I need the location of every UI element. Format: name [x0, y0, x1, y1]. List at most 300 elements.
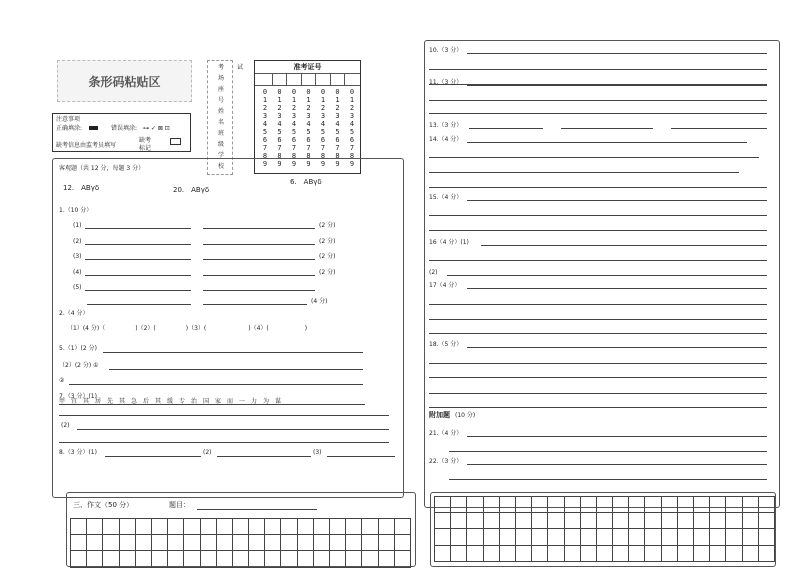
exam-id-digit[interactable]: 5: [262, 128, 268, 136]
essay-cell[interactable]: [612, 512, 629, 529]
answer-line[interactable]: [671, 128, 767, 129]
q1-answer-line-b[interactable]: [203, 290, 315, 291]
essay-cell[interactable]: [677, 496, 694, 513]
exam-id-digit[interactable]: 1: [262, 96, 268, 104]
essay-cell[interactable]: [167, 550, 184, 567]
essay-cell[interactable]: [596, 528, 613, 545]
essay-cell[interactable]: [515, 528, 532, 545]
exam-id-digit[interactable]: 8: [349, 152, 355, 160]
essay-cell[interactable]: [628, 496, 645, 513]
exam-id-digit[interactable]: 5: [277, 128, 282, 136]
answer-line[interactable]: [449, 451, 767, 452]
exam-id-digit[interactable]: 2: [291, 104, 297, 112]
exam-id-digit[interactable]: 9: [277, 160, 282, 168]
essay-cell[interactable]: [580, 545, 597, 562]
exam-id-digit[interactable]: 7: [291, 144, 297, 152]
essay-cell[interactable]: [216, 550, 233, 567]
essay-cell[interactable]: [200, 518, 217, 535]
essay-cell[interactable]: [280, 518, 297, 535]
essay-cell[interactable]: [742, 545, 759, 562]
essay-cell[interactable]: [378, 550, 395, 567]
exam-id-digit[interactable]: 2: [306, 104, 311, 112]
essay-cell[interactable]: [677, 528, 694, 545]
essay-cell[interactable]: [466, 496, 483, 513]
q1-answer-line-a[interactable]: [85, 290, 191, 291]
essay-cell[interactable]: [628, 512, 645, 529]
essay-cell[interactable]: [677, 512, 694, 529]
exam-id-digit[interactable]: 4: [291, 120, 297, 128]
essay-cell[interactable]: [394, 518, 411, 535]
essay-cell[interactable]: [248, 518, 265, 535]
exam-id-digit[interactable]: 3: [291, 112, 297, 120]
answer-line[interactable]: [467, 200, 767, 201]
essay-cell[interactable]: [644, 496, 661, 513]
q1-sub-label: (2): [73, 237, 82, 245]
essay-cell[interactable]: [483, 512, 500, 529]
q1-answer-line-c[interactable]: [87, 304, 191, 305]
barcode-area: [57, 60, 192, 102]
exam-id-digit[interactable]: 9: [306, 160, 311, 168]
exam-id-digit[interactable]: 2: [349, 104, 355, 112]
q8-p2: (2): [203, 449, 212, 456]
q8-p3: (3): [313, 449, 322, 456]
essay-cell[interactable]: [499, 512, 516, 529]
exam-id-digit[interactable]: 3: [349, 112, 355, 120]
essay-cell[interactable]: [70, 550, 87, 567]
exam-id-box-divider: [272, 73, 273, 85]
essay-cell[interactable]: [547, 528, 564, 545]
exam-id-digit[interactable]: 4: [277, 120, 282, 128]
essay-cell[interactable]: [564, 528, 581, 545]
q7-line-4[interactable]: [59, 442, 389, 443]
exam-id-digit[interactable]: 0: [291, 88, 297, 96]
exam-id-digit[interactable]: 9: [320, 160, 326, 168]
q1-answer-line-d[interactable]: [203, 304, 307, 305]
essay-cell[interactable]: [329, 550, 346, 567]
essay-cell[interactable]: [499, 528, 516, 545]
essay-cell[interactable]: [661, 528, 678, 545]
exam-id-digit[interactable]: 5: [335, 128, 340, 136]
essay-cell[interactable]: [345, 518, 362, 535]
answer-line[interactable]: [429, 100, 767, 101]
essay-cell[interactable]: [394, 550, 411, 567]
essay-cell[interactable]: [102, 534, 119, 551]
essay-cell[interactable]: [564, 545, 581, 562]
answer-line[interactable]: [467, 53, 767, 54]
exam-id-digit[interactable]: 2: [335, 104, 340, 112]
essay-cell[interactable]: [183, 518, 200, 535]
exam-id-digit[interactable]: 0: [306, 88, 311, 96]
essay-cell[interactable]: [693, 545, 710, 562]
q16b-label: (2): [429, 269, 438, 276]
essay-cell[interactable]: [297, 534, 314, 551]
essay-cell[interactable]: [466, 528, 483, 545]
answer-line[interactable]: [429, 393, 767, 394]
q8-line-2[interactable]: [217, 456, 311, 457]
answer-line[interactable]: [467, 347, 767, 348]
side-label-8: 学: [218, 152, 225, 159]
essay-cell[interactable]: [200, 534, 217, 551]
essay-cell[interactable]: [693, 512, 710, 529]
essay-cell[interactable]: [742, 528, 759, 545]
essay-cell[interactable]: [345, 534, 362, 551]
exam-id-digit[interactable]: 1: [349, 96, 355, 104]
answer-line[interactable]: [429, 377, 767, 378]
q5-line-2[interactable]: [109, 369, 363, 370]
exam-id-digit[interactable]: 8: [291, 152, 297, 160]
essay-cell[interactable]: [677, 545, 694, 562]
essay-cell[interactable]: [466, 512, 483, 529]
exam-id-digit[interactable]: 4: [335, 120, 340, 128]
essay-cell[interactable]: [119, 550, 136, 567]
exam-id-digit[interactable]: 0: [277, 88, 282, 96]
answer-line[interactable]: [429, 172, 739, 173]
essay-cell[interactable]: [644, 545, 661, 562]
exam-id-digit[interactable]: 8: [335, 152, 340, 160]
q16-label: 16（4 分）(1): [429, 239, 469, 246]
q1-sub-label: (3): [73, 253, 82, 260]
essay-cell[interactable]: [135, 518, 152, 535]
q5-line-3[interactable]: [69, 384, 363, 385]
q1-answer-line-a[interactable]: [85, 228, 191, 229]
essay-cell[interactable]: [200, 550, 217, 567]
answer-line[interactable]: [469, 128, 543, 129]
essay-cell[interactable]: [580, 512, 597, 529]
essay-cell[interactable]: [135, 550, 152, 567]
essay-cell[interactable]: [313, 518, 330, 535]
essay-cell[interactable]: [119, 518, 136, 535]
exam-id-digit[interactable]: 4: [349, 120, 355, 128]
essay-cell[interactable]: [135, 534, 152, 551]
answer-line[interactable]: [429, 69, 767, 70]
answer-line[interactable]: [467, 464, 767, 465]
essay-cell[interactable]: [313, 534, 330, 551]
essay-cell[interactable]: [612, 528, 629, 545]
q8-label: 8.（3 分）(1): [59, 449, 97, 456]
essay-cell[interactable]: [167, 534, 184, 551]
essay-cell[interactable]: [151, 550, 168, 567]
essay-cell[interactable]: [119, 534, 136, 551]
essay-cell[interactable]: [434, 512, 451, 529]
answer-line[interactable]: [467, 85, 767, 86]
essay-cell[interactable]: [450, 545, 467, 562]
essay-cell[interactable]: [725, 496, 742, 513]
exam-id-digit[interactable]: 6: [349, 136, 355, 144]
exam-id-digit[interactable]: 6: [335, 136, 340, 144]
essay-cell[interactable]: [297, 550, 314, 567]
side-label-5: 名: [218, 119, 225, 126]
fill-note: 缺考信息由监考员填写: [56, 142, 117, 149]
essay-cell[interactable]: [580, 496, 597, 513]
essay-cell[interactable]: [758, 528, 775, 545]
answer-line[interactable]: [429, 363, 767, 364]
essay-cell[interactable]: [434, 496, 451, 513]
essay-cell[interactable]: [483, 545, 500, 562]
answer-line[interactable]: [429, 230, 767, 231]
q8-line-3[interactable]: [327, 456, 395, 457]
essay-cell[interactable]: [709, 528, 726, 545]
exam-id-digit[interactable]: 0: [335, 88, 340, 96]
absent-checkbox[interactable]: [170, 138, 181, 145]
exam-id-digit[interactable]: 4: [320, 120, 326, 128]
essay-cell[interactable]: [547, 512, 564, 529]
exam-id-digit[interactable]: 2: [262, 104, 268, 112]
essay-cell[interactable]: [725, 545, 742, 562]
essay-cell[interactable]: [661, 496, 678, 513]
q2-title: 2.（4 分）: [59, 310, 89, 317]
essay-cell[interactable]: [232, 534, 249, 551]
essay-cell[interactable]: [232, 518, 249, 535]
exam-id-digit[interactable]: 4: [306, 120, 311, 128]
essay-cell[interactable]: [612, 496, 629, 513]
essay-cell[interactable]: [758, 496, 775, 513]
essay-cell[interactable]: [547, 496, 564, 513]
q22-label: 22.（3 分）: [429, 458, 463, 465]
q2-line: （1）(4 分)（ )（2）( )（3）( )（4）( ): [67, 325, 308, 332]
essay-cell[interactable]: [248, 534, 265, 551]
q1-answer-line-b[interactable]: [203, 259, 315, 260]
exam-id-digit[interactable]: 1: [291, 96, 297, 104]
essay-cell[interactable]: [70, 534, 87, 551]
essay-cell[interactable]: [531, 496, 548, 513]
essay-cell[interactable]: [378, 518, 395, 535]
q1-answer-line-a[interactable]: [85, 275, 191, 276]
essay-cell[interactable]: [564, 496, 581, 513]
right-panel: [424, 40, 780, 508]
exam-id-digit[interactable]: 6: [277, 136, 282, 144]
left-panel: [52, 158, 404, 498]
q15-label: 15.（4 分）: [429, 194, 463, 201]
exam-id-digit[interactable]: 6: [306, 136, 311, 144]
essay-cell[interactable]: [499, 496, 516, 513]
q1-answer-line-b[interactable]: [203, 244, 315, 245]
q5-line-1[interactable]: [103, 352, 363, 353]
essay-cell[interactable]: [515, 496, 532, 513]
q10-label: 10.（3 分）: [429, 47, 463, 54]
exam-id-digit[interactable]: 2: [277, 104, 282, 112]
exam-id-digit[interactable]: 1: [320, 96, 326, 104]
essay-cell[interactable]: [450, 512, 467, 529]
essay-cell[interactable]: [742, 496, 759, 513]
essay-cell[interactable]: [466, 545, 483, 562]
q1-answer-line-b[interactable]: [203, 228, 315, 229]
essay-cell[interactable]: [531, 528, 548, 545]
notice-title: 注意事项: [56, 116, 81, 123]
answer-line[interactable]: [481, 245, 767, 246]
essay-cell[interactable]: [693, 528, 710, 545]
exam-id-digit[interactable]: 7: [320, 144, 326, 152]
exam-id-digit[interactable]: 3: [335, 112, 340, 120]
essay-cell[interactable]: [596, 496, 613, 513]
exam-id-digit[interactable]: 9: [335, 160, 340, 168]
exam-id-digit[interactable]: 3: [306, 112, 311, 120]
exam-id-digit[interactable]: 0: [262, 88, 268, 96]
essay-cell[interactable]: [361, 518, 378, 535]
exam-id-digit[interactable]: 3: [262, 112, 268, 120]
answer-line[interactable]: [429, 215, 767, 216]
essay-cell[interactable]: [758, 512, 775, 529]
q1-answer-line-a[interactable]: [85, 259, 191, 260]
essay-cell[interactable]: [345, 550, 362, 567]
q1-answer-line-b[interactable]: [203, 275, 315, 276]
essay-cell[interactable]: [515, 512, 532, 529]
essay-cell[interactable]: [378, 534, 395, 551]
essay-cell[interactable]: [280, 534, 297, 551]
essay-cell[interactable]: [167, 518, 184, 535]
essay-cell[interactable]: [709, 512, 726, 529]
essay-cell[interactable]: [725, 512, 742, 529]
essay-cell[interactable]: [86, 534, 103, 551]
exam-id-digit[interactable]: 3: [320, 112, 326, 120]
essay-cell[interactable]: [361, 534, 378, 551]
essay-cell[interactable]: [183, 534, 200, 551]
answer-line[interactable]: [449, 479, 767, 480]
exam-id-digit[interactable]: 0: [320, 88, 326, 96]
essay-cell[interactable]: [151, 534, 168, 551]
essay-cell[interactable]: [644, 512, 661, 529]
essay-cell[interactable]: [564, 512, 581, 529]
essay-cell[interactable]: [313, 550, 330, 567]
answer-line[interactable]: [447, 275, 767, 276]
essay-cell[interactable]: [596, 512, 613, 529]
essay-cell[interactable]: [280, 550, 297, 567]
q7-line-1[interactable]: [59, 404, 365, 405]
exam-id-digit[interactable]: 8: [320, 152, 326, 160]
essay-cell[interactable]: [86, 518, 103, 535]
answer-line[interactable]: [429, 187, 767, 188]
exam-id-digit[interactable]: 1: [306, 96, 311, 104]
essay-cell[interactable]: [758, 545, 775, 562]
essay-cell[interactable]: [547, 545, 564, 562]
essay-cell[interactable]: [86, 550, 103, 567]
answer-line[interactable]: [429, 113, 767, 114]
essay-cell[interactable]: [531, 512, 548, 529]
exam-id-digit[interactable]: 3: [277, 112, 282, 120]
essay-cell[interactable]: [264, 550, 281, 567]
q8-line-1[interactable]: [105, 456, 201, 457]
answer-line[interactable]: [429, 157, 759, 158]
side-label-9: 校: [218, 163, 225, 170]
essay-cell[interactable]: [483, 496, 500, 513]
exam-id-digit[interactable]: 0: [349, 88, 355, 96]
essay-cell[interactable]: [216, 518, 233, 535]
exam-id-digit[interactable]: 5: [320, 128, 326, 136]
essay-cell[interactable]: [515, 545, 532, 562]
exam-id-digit[interactable]: 5: [291, 128, 297, 136]
essay-cell[interactable]: [742, 512, 759, 529]
essay-cell[interactable]: [499, 545, 516, 562]
exam-id-digit[interactable]: 1: [277, 96, 282, 104]
q1-score: (2 分): [319, 268, 336, 276]
answer-line[interactable]: [467, 436, 767, 437]
exam-id-digit[interactable]: 7: [349, 144, 355, 152]
essay-cell[interactable]: [450, 496, 467, 513]
essay-cell[interactable]: [450, 528, 467, 545]
essay-cell[interactable]: [644, 528, 661, 545]
answer-line[interactable]: [429, 304, 767, 305]
correct-fill-sample: [89, 126, 98, 130]
essay-cell[interactable]: [329, 534, 346, 551]
essay-cell[interactable]: [434, 528, 451, 545]
essay-cell[interactable]: [297, 518, 314, 535]
exam-id-digit[interactable]: 8: [262, 152, 268, 160]
essay-cell[interactable]: [102, 518, 119, 535]
answer-line[interactable]: [429, 333, 767, 334]
essay-cell[interactable]: [264, 534, 281, 551]
exam-id-digit[interactable]: 6: [320, 136, 326, 144]
essay-cell[interactable]: [394, 534, 411, 551]
answer-line[interactable]: [429, 319, 767, 320]
essay-cell[interactable]: [531, 545, 548, 562]
q1-answer-line-a[interactable]: [85, 244, 191, 245]
exam-id-digit[interactable]: 1: [335, 96, 340, 104]
essay-cell[interactable]: [329, 518, 346, 535]
answer-line[interactable]: [467, 288, 767, 289]
essay-cell[interactable]: [361, 550, 378, 567]
essay-topic-input[interactable]: [197, 509, 317, 510]
exam-id-digit[interactable]: 5: [306, 128, 311, 136]
essay-cell[interactable]: [596, 545, 613, 562]
answer-line[interactable]: [561, 128, 653, 129]
essay-cell[interactable]: [70, 518, 87, 535]
essay-cell[interactable]: [102, 550, 119, 567]
answer-line[interactable]: [467, 142, 747, 143]
essay-cell[interactable]: [628, 545, 645, 562]
essay-cell[interactable]: [661, 512, 678, 529]
essay-cell[interactable]: [693, 496, 710, 513]
essay-cell[interactable]: [709, 496, 726, 513]
exam-id-digit[interactable]: 5: [349, 128, 355, 136]
q1-score: (2 分): [319, 253, 336, 260]
essay-cell[interactable]: [483, 528, 500, 545]
exam-id-digit[interactable]: 7: [262, 144, 268, 152]
essay-title: 三、作文（50 分）: [73, 501, 134, 509]
essay-cell[interactable]: [248, 550, 265, 567]
exam-id-digit[interactable]: 9: [262, 160, 268, 168]
exam-id-digit[interactable]: 7: [306, 144, 311, 152]
q7-line1-text: 甲 宜 其 居 先 其 急 后 其 缓 专 治 国 家 而 一 力 为 谋: [59, 398, 282, 405]
exam-id-digit[interactable]: 6: [262, 136, 268, 144]
side-label-0: 考: [218, 64, 225, 71]
exam-id-digit[interactable]: 9: [349, 160, 355, 168]
essay-cell[interactable]: [183, 550, 200, 567]
answer-line[interactable]: [429, 407, 767, 408]
q7-line-2[interactable]: [59, 415, 389, 416]
q1-sub-label: (4): [73, 268, 82, 276]
essay-cell[interactable]: [580, 528, 597, 545]
exam-id-digit[interactable]: 4: [262, 120, 268, 128]
exam-id-digit[interactable]: 6: [291, 136, 297, 144]
exam-id-digit[interactable]: 2: [320, 104, 326, 112]
exam-id-digit[interactable]: 7: [277, 144, 282, 152]
essay-cell[interactable]: [151, 518, 168, 535]
essay-cell[interactable]: [264, 518, 281, 535]
essay-cell[interactable]: [628, 528, 645, 545]
essay-cell[interactable]: [725, 528, 742, 545]
q7-line-3[interactable]: [77, 429, 389, 430]
exam-id-digit[interactable]: 9: [291, 160, 297, 168]
essay-cell[interactable]: [434, 545, 451, 562]
answer-line[interactable]: [429, 260, 767, 261]
essay-cell[interactable]: [612, 545, 629, 562]
essay-cell[interactable]: [216, 534, 233, 551]
exam-id-digit[interactable]: 8: [306, 152, 311, 160]
essay-cell[interactable]: [661, 545, 678, 562]
exam-id-digit[interactable]: 8: [277, 152, 282, 160]
essay-cell[interactable]: [232, 550, 249, 567]
exam-id-digit[interactable]: 7: [335, 144, 340, 152]
essay-cell[interactable]: [709, 545, 726, 562]
